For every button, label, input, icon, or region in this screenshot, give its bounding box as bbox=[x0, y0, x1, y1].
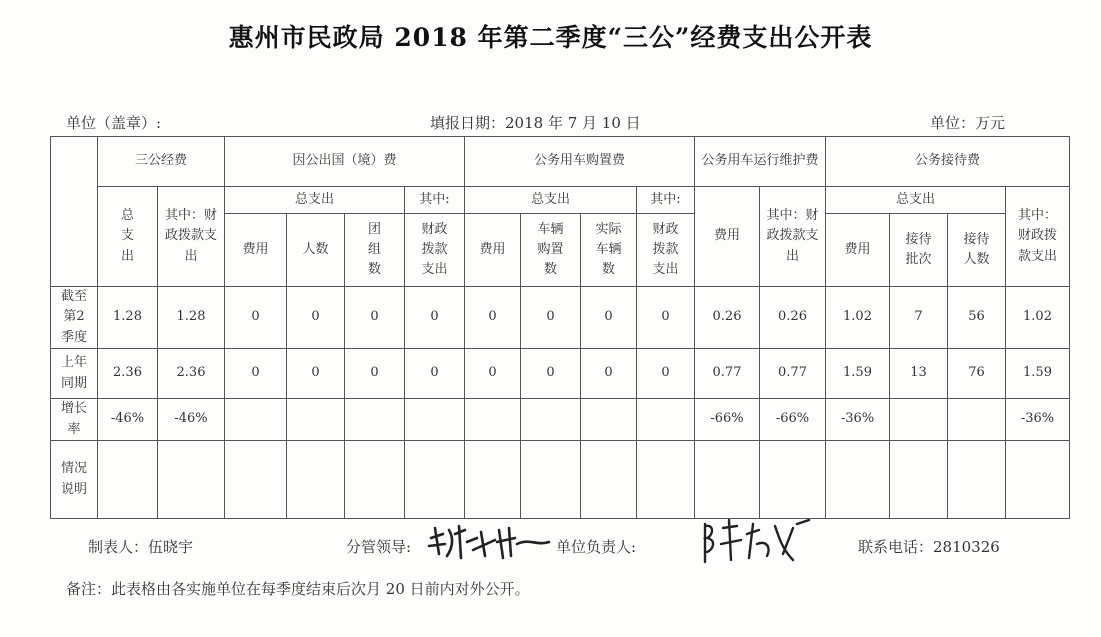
table-cell bbox=[1006, 441, 1070, 519]
table-cell: 56 bbox=[948, 287, 1006, 349]
table-cell: 0 bbox=[521, 349, 581, 399]
table-row bbox=[51, 349, 1070, 399]
col-vo-fiscal: 其中：财政拨款支出 bbox=[760, 187, 826, 287]
head-label: 单位负责人: bbox=[556, 538, 637, 556]
table-cell: 0 bbox=[225, 287, 287, 349]
col-rc-fee: 费用 bbox=[826, 214, 890, 287]
rc-total-header: 总支出 bbox=[826, 187, 1006, 214]
table-cell bbox=[521, 399, 581, 441]
table-cell: -46% bbox=[158, 399, 225, 441]
contact-phone: 联系电话：2810326 bbox=[858, 538, 1000, 556]
table-cell: -66% bbox=[760, 399, 826, 441]
table-cell: 0 bbox=[225, 349, 287, 399]
fill-date: 填报日期：2018 年 7 月 10 日 bbox=[430, 114, 641, 132]
table-cell: 0 bbox=[465, 349, 521, 399]
table-cell: 0 bbox=[345, 349, 405, 399]
table-cell: 13 bbox=[890, 349, 948, 399]
table-cell bbox=[345, 441, 405, 519]
table-row bbox=[51, 399, 1070, 441]
table-cell: -66% bbox=[695, 399, 760, 441]
group-sangong: 三公经费 bbox=[98, 137, 225, 187]
group-abroad: 因公出国（境）费 bbox=[225, 137, 465, 187]
table-cell: 0 bbox=[637, 349, 695, 399]
table-cell bbox=[405, 399, 465, 441]
row-label: 增长率 bbox=[51, 399, 98, 441]
table-cell bbox=[948, 441, 1006, 519]
col-sg-total: 总支出 bbox=[98, 187, 158, 287]
table-cell bbox=[637, 399, 695, 441]
row-label: 截至第2季度 bbox=[51, 287, 98, 349]
preparer: 制表人：伍晓宇 bbox=[88, 538, 194, 556]
table-cell: 1.28 bbox=[158, 287, 225, 349]
table-cell: 0 bbox=[287, 287, 345, 349]
table-cell bbox=[158, 441, 225, 519]
col-rc-batches: 接待批次 bbox=[890, 214, 948, 287]
table-cell: 2.36 bbox=[98, 349, 158, 399]
table-cell bbox=[405, 441, 465, 519]
col-ab-people: 人数 bbox=[287, 214, 345, 287]
table-cell: 0 bbox=[521, 287, 581, 349]
table-cell bbox=[345, 399, 405, 441]
col-ab-fee: 费用 bbox=[225, 214, 287, 287]
row-label: 上年同期 bbox=[51, 349, 98, 399]
group-reception: 公务接待费 bbox=[826, 137, 1070, 187]
table-cell bbox=[637, 441, 695, 519]
footnote: 备注：此表格由各实施单位在每季度结束后次月 20 日前内对外公开。 bbox=[66, 580, 530, 598]
table-row bbox=[51, 441, 1070, 519]
table-cell: 0 bbox=[405, 287, 465, 349]
col-vp-fee: 费用 bbox=[465, 214, 521, 287]
vp-fiscal-header: 其中: bbox=[637, 187, 695, 214]
table-cell: 2.36 bbox=[158, 349, 225, 399]
table-cell: 0 bbox=[465, 287, 521, 349]
table-cell: -36% bbox=[1006, 399, 1070, 441]
table-cell bbox=[826, 441, 890, 519]
col-rc-fiscal: 其中：财政拨款支出 bbox=[1006, 187, 1070, 287]
table-cell bbox=[225, 399, 287, 441]
table-cell bbox=[581, 399, 637, 441]
col-vp-actual: 实际车辆数 bbox=[581, 214, 637, 287]
table-cell bbox=[287, 441, 345, 519]
table-cell: 0 bbox=[581, 349, 637, 399]
table-cell bbox=[581, 441, 637, 519]
expenditure-table bbox=[50, 136, 1070, 519]
table-cell: 0 bbox=[345, 287, 405, 349]
table-cell: 0.77 bbox=[760, 349, 826, 399]
table-cell bbox=[225, 441, 287, 519]
table-cell: 1.59 bbox=[1006, 349, 1070, 399]
table-cell: 0.26 bbox=[695, 287, 760, 349]
table-cell bbox=[760, 441, 826, 519]
corner-cell bbox=[51, 137, 98, 287]
col-vo-fee: 费用 bbox=[695, 187, 760, 287]
table-cell bbox=[890, 441, 948, 519]
col-rc-people: 接待人数 bbox=[948, 214, 1006, 287]
table-cell: 1.02 bbox=[826, 287, 890, 349]
table-cell: -46% bbox=[98, 399, 158, 441]
col-sg-fiscal: 其中：财政拨款支出 bbox=[158, 187, 225, 287]
table-cell: 0 bbox=[637, 287, 695, 349]
group-vehicle-purchase: 公务用车购置费 bbox=[465, 137, 695, 187]
table-cell bbox=[287, 399, 345, 441]
table-cell: 1.28 bbox=[98, 287, 158, 349]
table-cell: 0 bbox=[405, 349, 465, 399]
unit-seal-label: 单位（盖章）: bbox=[66, 114, 162, 132]
table-row bbox=[51, 287, 1070, 349]
table-cell bbox=[521, 441, 581, 519]
table-cell bbox=[890, 399, 948, 441]
table-cell bbox=[695, 441, 760, 519]
table-cell: -36% bbox=[826, 399, 890, 441]
head-signature bbox=[697, 514, 817, 568]
supervisor-signature bbox=[425, 520, 555, 564]
table-cell: 0 bbox=[287, 349, 345, 399]
table-cell bbox=[465, 441, 521, 519]
table-cell: 1.59 bbox=[826, 349, 890, 399]
vp-total-header: 总支出 bbox=[465, 187, 637, 214]
table-cell bbox=[948, 399, 1006, 441]
col-ab-groups: 团组数 bbox=[345, 214, 405, 287]
table-cell: 7 bbox=[890, 287, 948, 349]
table-cell: 0.77 bbox=[695, 349, 760, 399]
ab-total-header: 总支出 bbox=[225, 187, 405, 214]
row-label: 情况说明 bbox=[51, 441, 98, 519]
table-cell: 0 bbox=[581, 287, 637, 349]
col-ab-fiscal: 财政拨款支出 bbox=[405, 214, 465, 287]
table-cell: 1.02 bbox=[1006, 287, 1070, 349]
unit-label: 单位：万元 bbox=[930, 114, 1006, 132]
table-cell bbox=[465, 399, 521, 441]
page-title: 惠州市民政局 2018 年第二季度“三公”经费支出公开表 bbox=[228, 23, 873, 52]
col-vp-count: 车辆购置数 bbox=[521, 214, 581, 287]
supervisor-label: 分管领导: bbox=[346, 538, 412, 556]
ab-fiscal-header: 其中: bbox=[405, 187, 465, 214]
table-cell bbox=[98, 441, 158, 519]
table-cell: 76 bbox=[948, 349, 1006, 399]
group-vehicle-operation: 公务用车运行维护费 bbox=[695, 137, 826, 187]
table-cell: 0.26 bbox=[760, 287, 826, 349]
col-vp-fiscal: 财政拨款支出 bbox=[637, 214, 695, 287]
